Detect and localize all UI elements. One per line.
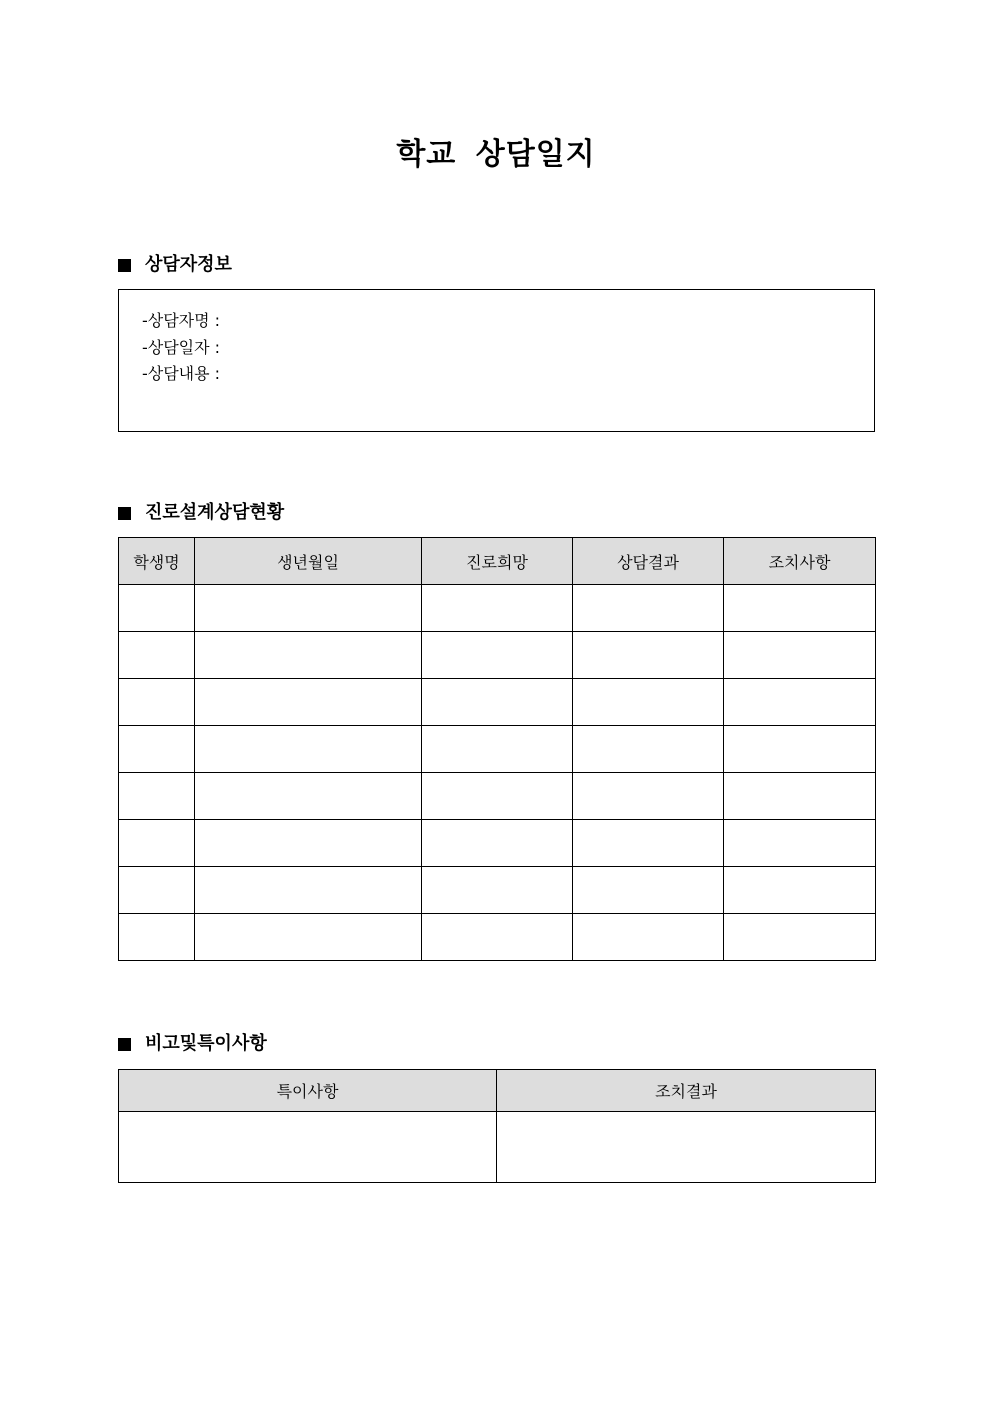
student-name-cell[interactable]	[119, 632, 195, 679]
table-row	[119, 726, 876, 773]
action-items-cell[interactable]	[724, 679, 876, 726]
table-header-row	[119, 538, 876, 585]
section-heading-career-status	[118, 501, 284, 525]
counsel-result-cell[interactable]	[573, 867, 724, 914]
action-items-cell[interactable]	[724, 632, 876, 679]
counselor-name-line: -상담자명 :	[142, 311, 221, 330]
birth-date-cell[interactable]	[195, 820, 422, 867]
student-name-cell[interactable]	[119, 914, 195, 961]
action-items-cell[interactable]	[724, 914, 876, 961]
counsel-result-cell[interactable]	[573, 679, 724, 726]
column-header-student-name: 학생명	[119, 538, 195, 585]
career-hope-cell[interactable]	[422, 585, 573, 632]
table-row	[119, 585, 876, 632]
student-name-cell[interactable]	[119, 773, 195, 820]
table-row	[119, 914, 876, 961]
career-hope-cell[interactable]	[422, 726, 573, 773]
table-row	[119, 867, 876, 914]
column-header-action-items: 조치사항	[724, 538, 876, 585]
special-notes-cell[interactable]	[119, 1112, 497, 1183]
student-name-cell[interactable]	[119, 820, 195, 867]
column-header-career-hope: 진로희망	[422, 538, 573, 585]
section-heading-counselor-info	[118, 253, 232, 277]
action-items-cell[interactable]	[724, 726, 876, 773]
action-items-cell[interactable]	[724, 585, 876, 632]
student-name-cell[interactable]	[119, 585, 195, 632]
counsel-content-line: -상담내용 :	[142, 364, 221, 383]
counsel-result-cell[interactable]	[573, 914, 724, 961]
column-header-special-notes: 특이사항	[119, 1070, 497, 1112]
table-row	[119, 773, 876, 820]
counsel-result-cell[interactable]	[573, 773, 724, 820]
counselor-info-lines	[142, 308, 220, 388]
career-hope-cell[interactable]	[422, 867, 573, 914]
birth-date-cell[interactable]	[195, 585, 422, 632]
counsel-result-cell[interactable]	[573, 726, 724, 773]
career-status-table	[118, 537, 876, 961]
page-title: 학교 상담일지	[396, 137, 596, 172]
section-heading-label: 비고및특이사항	[145, 1033, 267, 1054]
career-table-body	[119, 585, 876, 961]
action-items-cell[interactable]	[724, 867, 876, 914]
counselor-info-box	[118, 289, 875, 432]
action-result-cell[interactable]	[497, 1112, 876, 1183]
birth-date-cell[interactable]	[195, 726, 422, 773]
column-header-counsel-result: 상담결과	[573, 538, 724, 585]
table-row	[119, 820, 876, 867]
table-row	[119, 1112, 876, 1183]
counsel-result-cell[interactable]	[573, 585, 724, 632]
career-hope-cell[interactable]	[422, 773, 573, 820]
birth-date-cell[interactable]	[195, 773, 422, 820]
counsel-date-line: -상담일자 :	[142, 337, 221, 357]
counsel-result-cell[interactable]	[573, 632, 724, 679]
birth-date-cell[interactable]	[195, 679, 422, 726]
counsel-result-cell[interactable]	[573, 820, 724, 867]
square-bullet-icon	[118, 1038, 131, 1051]
student-name-cell[interactable]	[119, 679, 195, 726]
column-header-action-result: 조치결과	[497, 1070, 876, 1112]
column-header-birth-date: 생년월일	[195, 538, 422, 585]
birth-date-cell[interactable]	[195, 632, 422, 679]
action-items-cell[interactable]	[724, 820, 876, 867]
student-name-cell[interactable]	[119, 867, 195, 914]
career-hope-cell[interactable]	[422, 914, 573, 961]
career-hope-cell[interactable]	[422, 679, 573, 726]
table-row	[119, 679, 876, 726]
career-hope-cell[interactable]	[422, 820, 573, 867]
square-bullet-icon	[118, 507, 131, 520]
section-heading-remarks	[118, 1032, 267, 1056]
square-bullet-icon	[118, 259, 131, 272]
table-header-row	[119, 1070, 876, 1112]
section-heading-label: 진로설계상담현황	[145, 502, 285, 523]
student-name-cell[interactable]	[119, 726, 195, 773]
birth-date-cell[interactable]	[195, 867, 422, 914]
birth-date-cell[interactable]	[195, 914, 422, 961]
section-heading-label: 상담자정보	[145, 254, 232, 275]
action-items-cell[interactable]	[724, 773, 876, 820]
table-row	[119, 632, 876, 679]
career-hope-cell[interactable]	[422, 632, 573, 679]
remarks-table	[118, 1069, 876, 1183]
